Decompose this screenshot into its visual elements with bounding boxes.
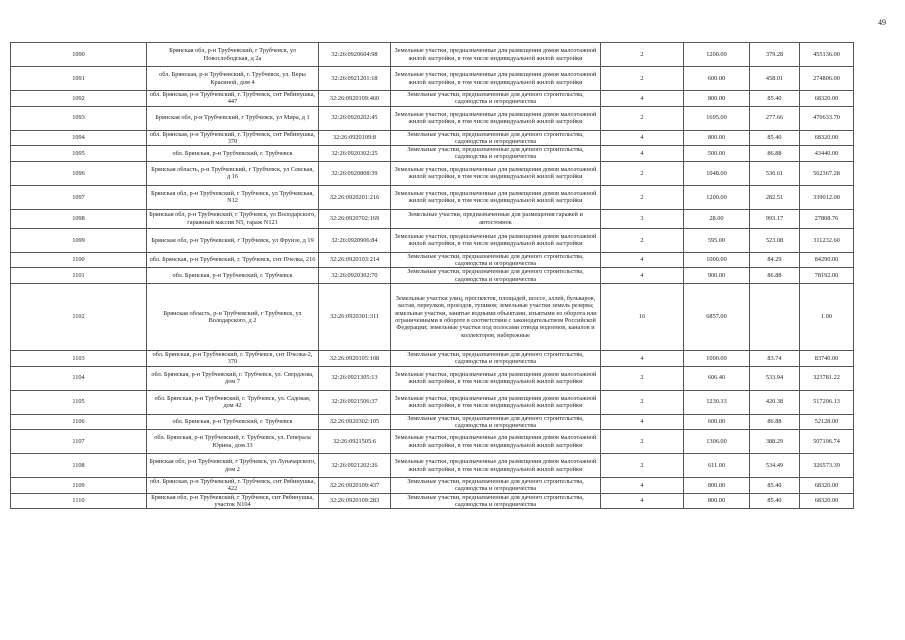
address-cell: Брянская обл, р-н Трубчевский, г Трубчевск, ул Трубчевская, N12: [147, 185, 319, 209]
row-number: 1104: [11, 366, 147, 390]
table-row: [11, 283, 854, 350]
land-use-cell: Земельные участки, предназначенные для размещения домов малоэтажной жилой застройки, в том числе индивидуальной жилой застройки: [391, 161, 601, 185]
rate-cell: 86.88: [750, 414, 800, 430]
group-cell: 4: [601, 146, 684, 162]
cadastral-number: 32:26:0921506:37: [319, 390, 391, 414]
land-use-cell: Земельные участки, предназначенные для дачного строительства, садоводства и огородничества: [391, 350, 601, 366]
land-use-cell: Земельные участки, предназначенные для размещения домов малоэтажной жилой застройки, в том числе индивидуальной жилой застройки: [391, 390, 601, 414]
group-cell: 2: [601, 161, 684, 185]
rate-cell: 86.88: [750, 146, 800, 162]
cadastral-number: 32:26:0920808:39: [319, 161, 391, 185]
rate-cell: 533.94: [750, 366, 800, 390]
rate-cell: 277.66: [750, 106, 800, 130]
cadastral-number: 32:26:0920109:283: [319, 493, 391, 509]
land-use-cell: Земельные участки, предназначенные для размещения домов малоэтажной жилой застройки, в том числе индивидуальной жилой застройки: [391, 454, 601, 478]
table-row: [11, 390, 854, 414]
value-cell: 311232.60: [800, 228, 854, 252]
area-cell: 1000.00: [684, 252, 750, 268]
area-cell: 500.00: [684, 146, 750, 162]
rate-cell: 85.40: [750, 130, 800, 146]
row-number: 1106: [11, 414, 147, 430]
row-number: 1110: [11, 493, 147, 509]
address-cell: Брянская область, р-н Трубчевский, г Трубчевск, ул Севская, д 16: [147, 161, 319, 185]
value-cell: 43440.00: [800, 146, 854, 162]
cadastral-number: 32:26:0921505:6: [319, 430, 391, 454]
cadastral-number: 32:26:0920202:45: [319, 106, 391, 130]
table-row: [11, 91, 854, 107]
row-number: 1093: [11, 106, 147, 130]
value-cell: 507106.74: [800, 430, 854, 454]
value-cell: 470633.70: [800, 106, 854, 130]
table-row: [11, 43, 854, 67]
table-row: [11, 146, 854, 162]
address-cell: обл. Брянская, р-н Трубчевский, г. Трубчевск, снт Пчелка-2, 370: [147, 350, 319, 366]
land-use-cell: Земельные участки, предназначенные для размещения домов малоэтажной жилой застройки, в том числе индивидуальной жилой застройки: [391, 430, 601, 454]
area-cell: 600.00: [684, 414, 750, 430]
group-cell: 4: [601, 493, 684, 509]
address-cell: обл. Брянская, р-н Трубчевский, г. Трубчевск, ул. Садовая, дом 42: [147, 390, 319, 414]
table-row: [11, 106, 854, 130]
area-cell: 606.40: [684, 366, 750, 390]
address-cell: Брянская обл, р-н Трубчевский, г Трубчевск, ул Фрунзе, д 19: [147, 228, 319, 252]
table-row: [11, 161, 854, 185]
rate-cell: 420.38: [750, 390, 800, 414]
address-cell: обл. Брянская, р-н Трубчевский, г. Трубчевск, снт Рябинушка, 447: [147, 91, 319, 107]
group-cell: 4: [601, 130, 684, 146]
group-cell: 4: [601, 414, 684, 430]
rate-cell: 85.40: [750, 91, 800, 107]
area-cell: 1000.00: [684, 350, 750, 366]
row-number: 1100: [11, 252, 147, 268]
address-cell: обл. Брянская, р-н Трубчевский, г. Трубчевск, ул. Веры Красиной, дом 4: [147, 67, 319, 91]
group-cell: 2: [601, 185, 684, 209]
row-number: 1095: [11, 146, 147, 162]
cadastral-number: 32:26:0920302:105: [319, 414, 391, 430]
land-use-cell: Земельные участки, предназначенные для размещения домов малоэтажной жилой застройки, в том числе индивидуальной жилой застройки: [391, 366, 601, 390]
rate-cell: 534.49: [750, 454, 800, 478]
address-cell: обл. Брянская, р-н Трубчевский, г. Трубчевск, снт Рябинушка, 370: [147, 130, 319, 146]
value-cell: 562367.28: [800, 161, 854, 185]
table-row: [11, 478, 854, 494]
cadastral-number: 32:26:0920302:70: [319, 268, 391, 284]
address-cell: Брянская обл, р-н Трубчевский, г Трубчевск, ул Новослободская, д 2а: [147, 43, 319, 67]
land-use-cell: Земельные участки улиц, проспектов, площадей, шоссе, аллей, бульваров, застав, переулков, проездов, тупиков; земельные участки земель резерва; земельные участки, занятые водными объектами, изъятыми из оборота или ограниченными в обороте в соответствии с законодательством Российской Федерации; земельные участки под полосами отвода водоемов, каналов и коллекторов, набережные: [391, 283, 601, 350]
cadastral-number: 32:26:0921202:26: [319, 454, 391, 478]
area-cell: 900.00: [684, 268, 750, 284]
value-cell: 68320.00: [800, 91, 854, 107]
value-cell: 84290.00: [800, 252, 854, 268]
land-use-cell: Земельные участки, предназначенные для размещения домов малоэтажной жилой застройки, в том числе индивидуальной жилой застройки: [391, 106, 601, 130]
table-row: [11, 268, 854, 284]
land-use-cell: Земельные участки, предназначенные для дачного строительства, садоводства и огородничества: [391, 130, 601, 146]
area-cell: 595.00: [684, 228, 750, 252]
rate-cell: 85.40: [750, 493, 800, 509]
table-row: [11, 252, 854, 268]
row-number: 1098: [11, 209, 147, 228]
table-row: [11, 366, 854, 390]
table-row: [11, 414, 854, 430]
area-cell: 1306.00: [684, 430, 750, 454]
value-cell: 274806.00: [800, 67, 854, 91]
land-use-cell: Земельные участки, предназначенные для размещения гаражей и автостоянок: [391, 209, 601, 228]
address-cell: обл. Брянская, р-н Трубчевский, г. Трубчевск, ул. Свердлова, дом 7: [147, 366, 319, 390]
land-use-cell: Земельные участки, предназначенные для дачного строительства, садоводства и огородничества: [391, 91, 601, 107]
land-use-cell: Земельные участки, предназначенные для размещения домов малоэтажной жилой застройки, в том числе индивидуальной жилой застройки: [391, 228, 601, 252]
value-cell: 68320.00: [800, 493, 854, 509]
group-cell: 4: [601, 91, 684, 107]
table-row: [11, 130, 854, 146]
row-number: 1102: [11, 283, 147, 350]
area-cell: 1048.00: [684, 161, 750, 185]
area-cell: 800.00: [684, 130, 750, 146]
value-cell: 68320.00: [800, 478, 854, 494]
land-use-cell: Земельные участки, предназначенные для дачного строительства, садоводства и огородничества: [391, 252, 601, 268]
land-use-cell: Земельные участки, предназначенные для размещения домов малоэтажной жилой застройки, в том числе индивидуальной жилой застройки: [391, 67, 601, 91]
address-cell: Брянская область, р-н Трубчевский, г Трубчевск, ул Володарского, д 2: [147, 283, 319, 350]
area-cell: 800.00: [684, 478, 750, 494]
value-cell: 27808.76: [800, 209, 854, 228]
address-cell: обл. Брянская, р-н Трубчевский, г. Трубчевск, снт Рябинушка, 422: [147, 478, 319, 494]
table-row: [11, 228, 854, 252]
group-cell: 4: [601, 268, 684, 284]
land-use-cell: Земельные участки, предназначенные для дачного строительства, садоводства и огородничества: [391, 478, 601, 494]
value-cell: 455136.00: [800, 43, 854, 67]
value-cell: 517206.13: [800, 390, 854, 414]
area-cell: 600.00: [684, 67, 750, 91]
cadastral-number: 32:26:0920109:460: [319, 91, 391, 107]
group-cell: 2: [601, 228, 684, 252]
rate-cell: 379.28: [750, 43, 800, 67]
value-cell: 1.00: [800, 283, 854, 350]
address-cell: Брянская обл, р-н Трубчевский, г Трубчевск, ул Мира, д 1: [147, 106, 319, 130]
address-cell: обл. Брянская, р-н Трубчевский, г. Трубчевск: [147, 268, 319, 284]
row-number: 1094: [11, 130, 147, 146]
group-cell: 2: [601, 366, 684, 390]
group-cell: 2: [601, 67, 684, 91]
table-row: [11, 67, 854, 91]
rate-cell: 86.88: [750, 268, 800, 284]
cadastral-number: 32:26:0920301:311: [319, 283, 391, 350]
group-cell: 2: [601, 454, 684, 478]
address-cell: обл. Брянская, р-н Трубчевский, г. Трубчевск: [147, 146, 319, 162]
value-cell: 326573.39: [800, 454, 854, 478]
row-number: 1107: [11, 430, 147, 454]
value-cell: 52128.00: [800, 414, 854, 430]
group-cell: 3: [601, 209, 684, 228]
rate-cell: 536.61: [750, 161, 800, 185]
cadastral-number: 32:26:0920201:216: [319, 185, 391, 209]
land-use-cell: Земельные участки, предназначенные для дачного строительства, садоводства и огородничества: [391, 146, 601, 162]
value-cell: 323781.22: [800, 366, 854, 390]
rate-cell: 388.29: [750, 430, 800, 454]
cadastral-number: 32:26:0920302:25: [319, 146, 391, 162]
cadastral-number: 32:26:0920702:169: [319, 209, 391, 228]
row-number: 1105: [11, 390, 147, 414]
rate-cell: 83.74: [750, 350, 800, 366]
value-cell: 68320.00: [800, 130, 854, 146]
group-cell: 2: [601, 43, 684, 67]
row-number: 1108: [11, 454, 147, 478]
group-cell: 4: [601, 478, 684, 494]
rate-cell: [750, 283, 800, 350]
cadastral-number: 32:26:0920105:108: [319, 350, 391, 366]
land-valuation-table: [10, 42, 854, 509]
value-cell: 83740.00: [800, 350, 854, 366]
rate-cell: 84.29: [750, 252, 800, 268]
cadastral-number: 32:26:0920103:214: [319, 252, 391, 268]
area-cell: 28.00: [684, 209, 750, 228]
cadastral-number: 32:26:0920604:98: [319, 43, 391, 67]
table-row: [11, 454, 854, 478]
row-number: 1096: [11, 161, 147, 185]
value-cell: 78192.00: [800, 268, 854, 284]
value-cell: 339012.00: [800, 185, 854, 209]
table-row: [11, 430, 854, 454]
row-number: 1109: [11, 478, 147, 494]
address-cell: Брянская обл, р-н Трубчевский, г Трубчевск, снт Рябинушка, участок N104: [147, 493, 319, 509]
area-cell: 1695.00: [684, 106, 750, 130]
cadastral-number: 32:26:0920109:8: [319, 130, 391, 146]
row-number: 1101: [11, 268, 147, 284]
address-cell: Брянская обл, р-н Трубчевский, г Трубчевск, ул Луначарского, дом 2: [147, 454, 319, 478]
table-row: [11, 493, 854, 509]
table-row: [11, 350, 854, 366]
table-row: [11, 209, 854, 228]
row-number: 1103: [11, 350, 147, 366]
area-cell: 611.00: [684, 454, 750, 478]
group-cell: 2: [601, 390, 684, 414]
row-number: 1091: [11, 67, 147, 91]
group-cell: 4: [601, 350, 684, 366]
land-use-cell: Земельные участки, предназначенные для размещения домов малоэтажной жилой застройки, в том числе индивидуальной жилой застройки: [391, 43, 601, 67]
group-cell: 4: [601, 252, 684, 268]
rate-cell: 85.40: [750, 478, 800, 494]
page-number: 49: [878, 18, 886, 27]
cadastral-number: 32:26:0921305:13: [319, 366, 391, 390]
land-use-cell: Земельные участки, предназначенные для размещения домов малоэтажной жилой застройки, в том числе индивидуальной жилой застройки: [391, 185, 601, 209]
area-cell: 800.00: [684, 91, 750, 107]
area-cell: 800.00: [684, 493, 750, 509]
group-cell: 2: [601, 430, 684, 454]
table-body: [11, 43, 854, 509]
address-cell: обл. Брянская, р-н Трубчевский, г. Трубчевск: [147, 414, 319, 430]
cadastral-number: 32:26:0920906:84: [319, 228, 391, 252]
row-number: 1097: [11, 185, 147, 209]
address-cell: обл. Брянская, р-н Трубчевский, г. Трубчевск, снт Пчелка, 216: [147, 252, 319, 268]
row-number: 1092: [11, 91, 147, 107]
rate-cell: 282.51: [750, 185, 800, 209]
rate-cell: 993.17: [750, 209, 800, 228]
land-use-cell: Земельные участки, предназначенные для дачного строительства, садоводства и огородничества: [391, 493, 601, 509]
cadastral-number: 32:26:0920109:437: [319, 478, 391, 494]
address-cell: обл. Брянская, р-н Трубчевский, г. Трубчевск, ул. Генерала Юрина, дом 33: [147, 430, 319, 454]
group-cell: 2: [601, 106, 684, 130]
land-use-cell: Земельные участки, предназначенные для дачного строительства, садоводства и огородничества: [391, 414, 601, 430]
area-cell: 1200.00: [684, 43, 750, 67]
table-row: [11, 185, 854, 209]
cadastral-number: 32:26:0921201:18: [319, 67, 391, 91]
area-cell: 6857.00: [684, 283, 750, 350]
rate-cell: 523.08: [750, 228, 800, 252]
rate-cell: 458.01: [750, 67, 800, 91]
land-use-cell: Земельные участки, предназначенные для дачного строительства, садоводства и огородничества: [391, 268, 601, 284]
group-cell: 16: [601, 283, 684, 350]
row-number: 1090: [11, 43, 147, 67]
area-cell: 1230.33: [684, 390, 750, 414]
address-cell: Брянская обл, р-н Трубчевский, г Трубчевск, ул Володарского, гаражный массив N5, гараж N121: [147, 209, 319, 228]
row-number: 1099: [11, 228, 147, 252]
area-cell: 1200.00: [684, 185, 750, 209]
